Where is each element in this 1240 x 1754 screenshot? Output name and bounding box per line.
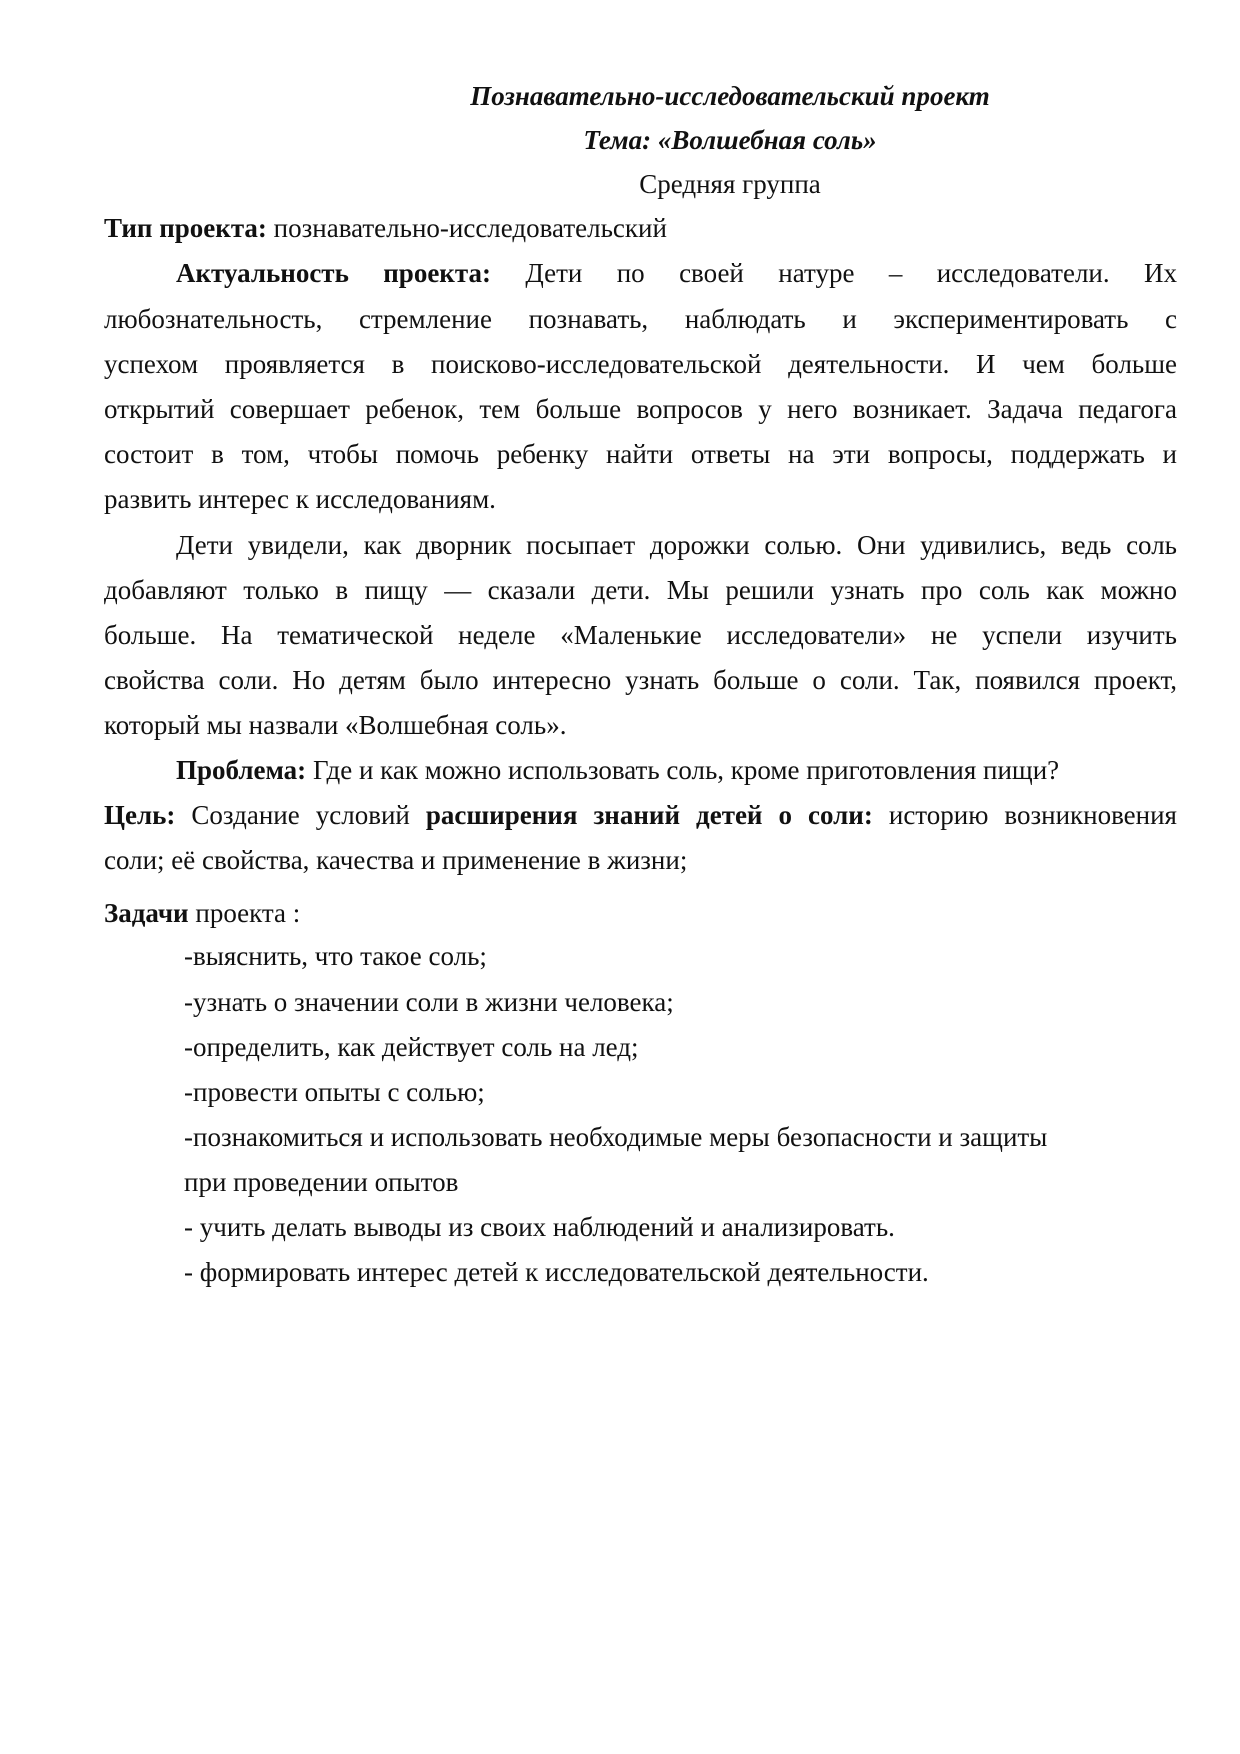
goal-label: Цель: [104,800,176,830]
project-type-value: познавательно-исследовательский [266,213,667,243]
relevance-label: Актуальность проекта: [176,258,491,288]
story-line-5: который мы назвали «Волшебная соль». [104,710,567,740]
relevance-line-2: любознательность, стремление познавать, наблюдать и экспериментировать с [104,304,1177,334]
goal-line-1 [104,799,1177,831]
document-title: Познавательно-исследовательский проект [470,81,990,111]
document-theme: Тема: «Волшебная соль» [583,125,877,155]
task-item: -провести опыты с солью; [184,1077,485,1107]
tasks-label-suffix: проекта : [188,898,301,928]
relevance-line-5: состоит в том, чтобы помочь ребенку найти ответы на эти вопросы, поддержать и [104,439,1177,469]
task-item: при проведении опытов [184,1167,459,1197]
task-item: - учить делать выводы из своих наблюдений и анализировать. [184,1212,895,1242]
story-line-2: добавляют только в пищу — сказали дети. Мы решили узнать про соль как можно [104,575,1177,605]
task-item: -узнать о значении соли в жизни человека; [184,987,674,1017]
task-item: -определить, как действует соль на лед; [184,1032,639,1062]
problem-value: Где и как можно использовать соль, кроме приготовления пищи? [306,755,1060,785]
goal-text-end: историю возникновения [872,800,1177,830]
document-group: Средняя группа [639,169,821,199]
goal-text: Создание условий [175,800,426,830]
project-type-label: Тип проекта: [104,213,267,243]
problem [176,754,1059,786]
story-line-3: больше. На тематической неделе «Маленькие исследователи» не успели изучить [104,620,1177,650]
tasks-label: Задачи [104,898,189,928]
task-item: -познакомиться и использовать необходимые меры безопасности и защиты [184,1122,1048,1152]
task-item: -выяснить, что такое соль; [184,941,487,971]
relevance-line-1 [104,257,1177,289]
goal-emphasis: расширения знаний детей о соли: [425,800,873,830]
project-type [104,212,667,244]
task-item: - формировать интерес детей к исследовательской деятельности. [184,1257,929,1287]
relevance-line-4: открытий совершает ребенок, тем больше вопросов у него возникает. Задача педагога [104,394,1177,424]
story-line-1: Дети увидели, как дворник посыпает дорожки солью. Они удивились, ведь соль [176,530,1177,560]
relevance-text: Дети по своей натуре – исследователи. Их [490,258,1178,288]
tasks-heading [104,897,300,929]
relevance-line-6: развить интерес к исследованиям. [104,484,496,514]
goal-line-2: соли; её свойства, качества и применение в жизни; [104,845,688,875]
problem-label: Проблема: [176,755,307,785]
relevance-line-3: успехом проявляется в поисково-исследовательской деятельности. И чем больше [104,349,1177,379]
story-line-4: свойства соли. Но детям было интересно узнать больше о соли. Так, появился проект, [104,665,1177,695]
